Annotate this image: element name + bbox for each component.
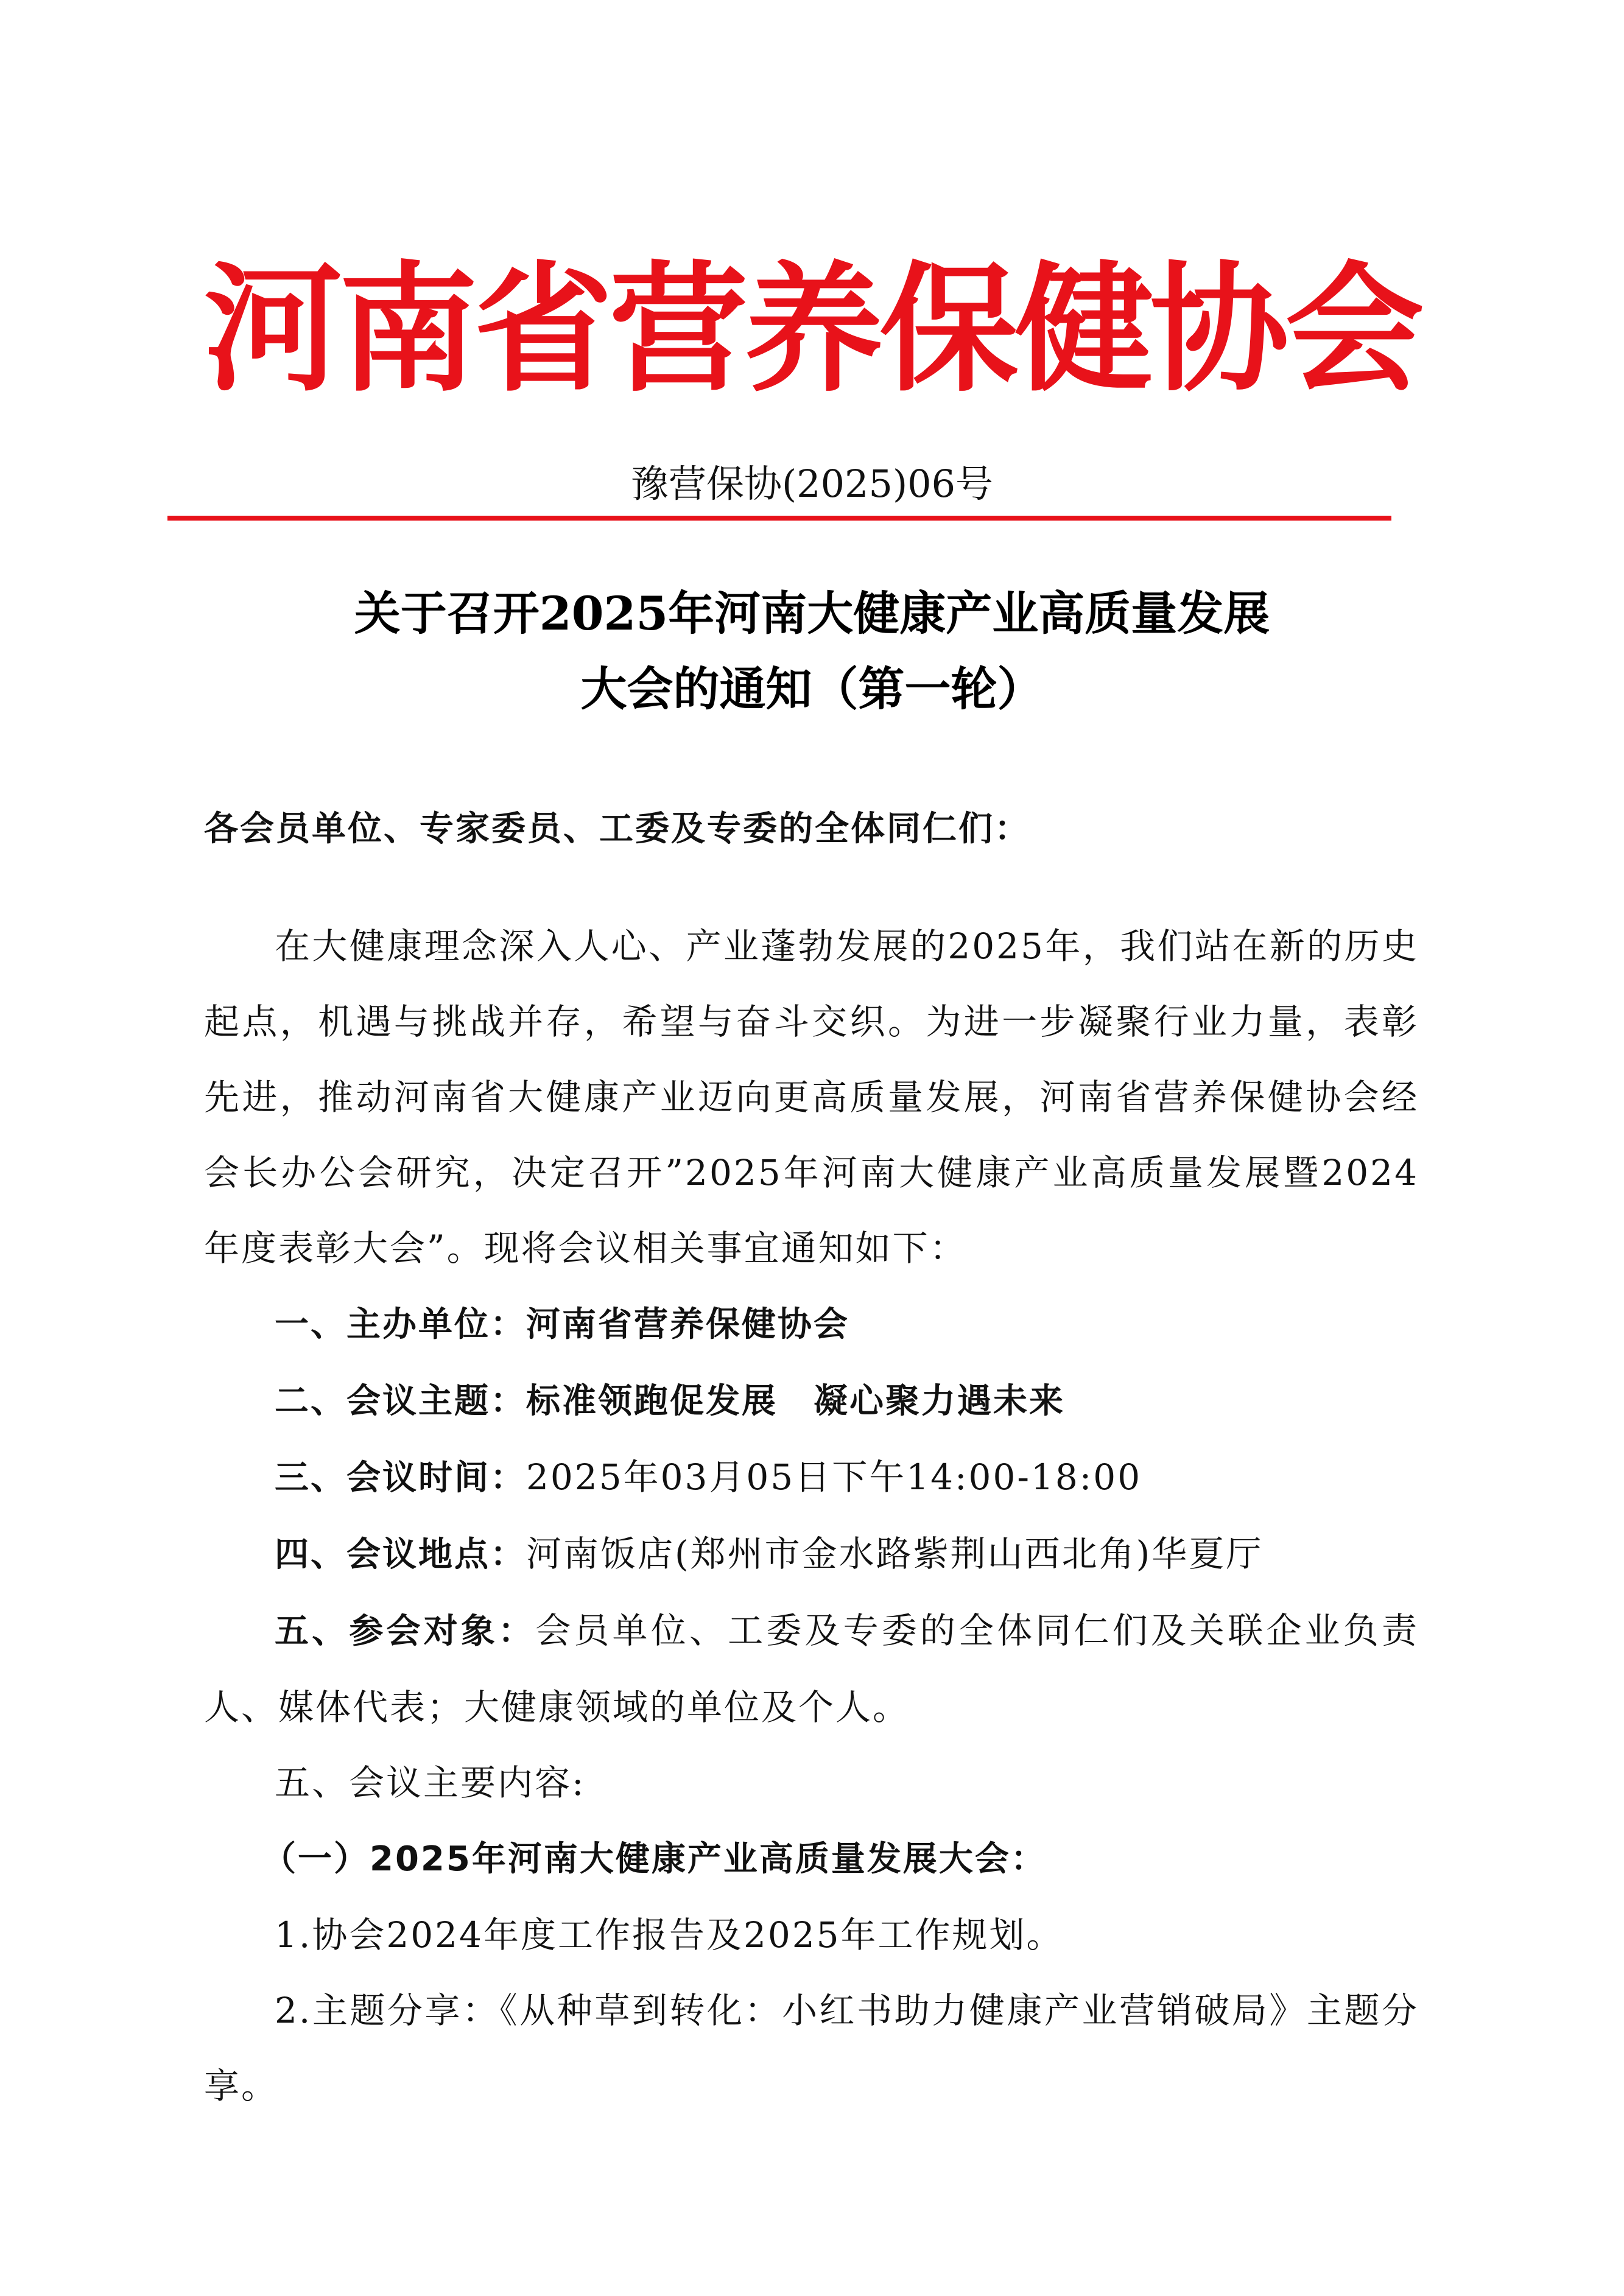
item-label: 四、会议地点： [275,1535,526,1575]
item-value: 河南饭店(郑州市金水路紫荆山西北角)华夏厅 [526,1533,1264,1575]
sub-heading-text: （一）2025年河南大健康产业高质量发展大会： [262,1839,1047,1879]
notice-title-line-2: 大会的通知（第一轮） [580,662,1044,716]
intro-paragraph: 在大健康理念深入人心、产业蓬勃发展的2025年，我们站在新的历史起点，机遇与挑战并存，希望与奋斗交织。为进一步凝聚行业力量，表彰先进，推动河南省大健康产业迈向更高质量发展，河南省营养保健协会经会长办公会研究，决定召开”2025年河南大健康产业高质量发展暨2024年度表彰大会”。现将会议相关事宜通知如下： [204,925,1419,1269]
item-label: 三、会议时间： [275,1458,526,1498]
organization-letterhead: 河南省营养保健协会 [203,247,1421,410]
item-time [204,1439,1419,1516]
red-divider-line [167,516,1391,521]
notice-body [204,908,1419,2124]
sub-heading [204,1820,1419,1897]
notice-title-line-1: 关于召开2025年河南大健康产业高质量发展 [354,586,1270,641]
item-value: 标准领跑促发展 凝心聚力遇未来 [526,1381,1065,1421]
sub-item-2: 2.主题分享：《从种草到转化：小红书助力健康产业营销破局》主题分享。 [204,1990,1419,2107]
sub-item-1: 1.协会2024年度工作报告及2025年工作规划。 [275,1914,1064,1956]
document-number: 豫营保协(2025)06号 [630,462,994,506]
item-value: 河南省营养保健协会 [526,1305,849,1344]
item-value: 会员单位、工委及专委的全体同仁们及关联企业负责人、媒体代表；大健康领域的单位及个人。 [204,1610,1419,1728]
item-label: 一、主办单位： [275,1305,526,1344]
item-venue [204,1516,1419,1593]
item-label: 二、会议主题： [275,1381,526,1421]
item-attendees [204,1593,1419,1745]
item-label: 五、参会对象： [275,1612,536,1651]
item-organizer [204,1286,1419,1363]
salutation: 各会员单位、专家委员、工委及专委的全体同仁们： [204,809,1030,849]
item-value: 2025年03月05日下午14:00-18:00 [526,1456,1142,1498]
item-theme [204,1363,1419,1439]
content-heading: 五、会议主要内容: [275,1762,586,1803]
